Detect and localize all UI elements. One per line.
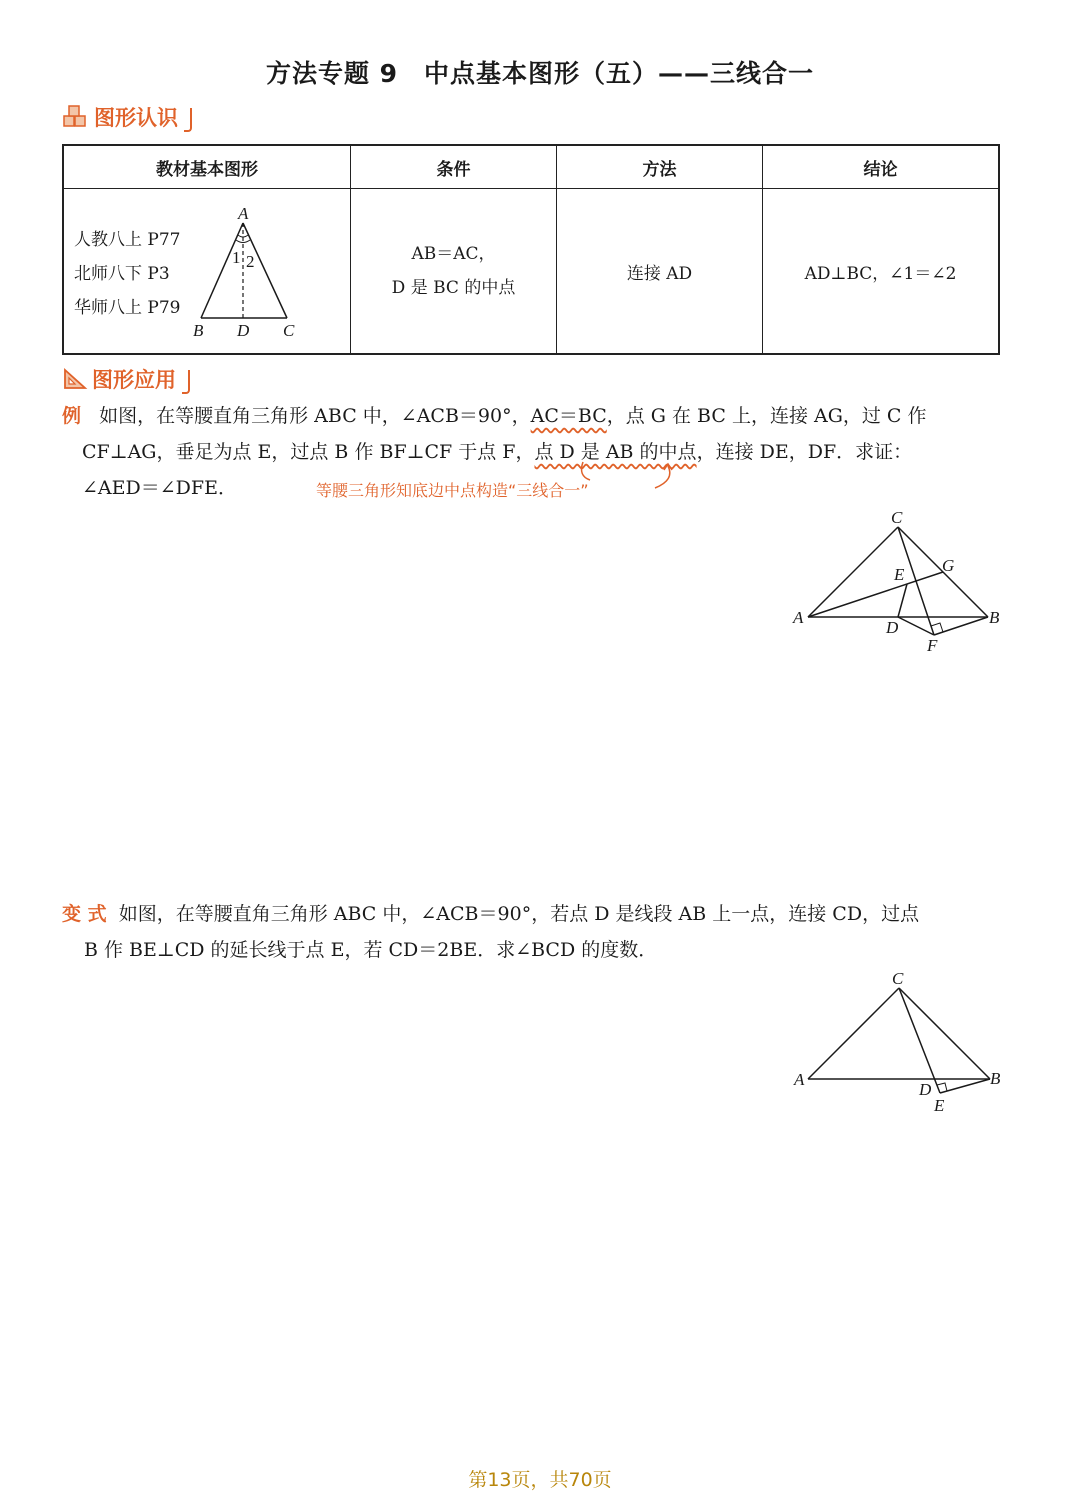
page-title: 方法专题 9 中点基本图形（五）——三线合一 (265, 59, 815, 88)
section-title: 图形应用 (92, 368, 176, 392)
section-header-figure-application (62, 364, 190, 394)
condition-line: D 是 BC 的中点 (391, 278, 516, 298)
label-c: C (891, 508, 903, 527)
text-segment: ，点 G 在 BC 上，连接 AG，过 C 作 (606, 405, 927, 427)
condition-cell (351, 189, 557, 355)
handwritten-annotation: 等腰三角形知底边中点构造“三线合一” (316, 481, 589, 500)
condition-line: AB＝AC， (411, 244, 496, 264)
isosceles-triangle-figure (189, 203, 329, 343)
section-header-figure-recognition (62, 102, 192, 132)
text-segment: 如图，在等腰直角三角形 ABC 中，∠ACB＝90°，若点 D 是线段 AB 上一点，连接 CD，过点 (118, 903, 920, 925)
source-item: 人教八上 P77 (74, 230, 181, 250)
method-cell: 连接 AD (557, 189, 763, 355)
bracket-decoration (184, 108, 192, 132)
label-g: G (942, 556, 955, 575)
variant-line: B 作 BE⊥CD 的延长线于点 E，若 CD＝2BE．求∠BCD 的度数． (84, 939, 658, 961)
table-header: 结论 (763, 145, 1000, 189)
variant-problem (62, 896, 1007, 968)
text-segment: ，连接 DE，DF．求证： (696, 441, 913, 463)
angle-2-label: 2 (246, 252, 255, 271)
table-header: 教材基本图形 (63, 145, 351, 189)
table-header: 条件 (351, 145, 557, 189)
source-item: 北师八下 P3 (74, 264, 170, 284)
variant-tag: 变 式 (62, 903, 107, 925)
source-item: 华师八上 P79 (74, 298, 181, 318)
label-e: E (934, 1096, 945, 1115)
label-f: F (927, 636, 938, 655)
annotation-arrow (580, 460, 680, 500)
label-c: C (283, 321, 295, 340)
basic-figure-table (62, 144, 1000, 355)
label-b: B (989, 608, 1000, 627)
source-list (74, 223, 180, 325)
highlighted-text: AC＝BC (530, 405, 607, 427)
text-segment: 如图，在等腰直角三角形 ABC 中，∠ACB＝90°， (99, 405, 531, 427)
label-d: D (886, 618, 899, 637)
label-e: E (894, 565, 905, 584)
example-line (62, 434, 1002, 470)
cubes-icon (62, 104, 90, 130)
conclusion-cell: AD⊥BC，∠1＝∠2 (763, 189, 1000, 355)
example-figure (786, 505, 1006, 655)
label-b: B (193, 321, 204, 340)
label-b: B (990, 1069, 1001, 1088)
highlighted-text: 点 D 是 AB 的中点 (534, 441, 697, 463)
angle-1-label: 1 (232, 248, 241, 267)
label-d: D (237, 321, 250, 340)
bracket-decoration (182, 370, 190, 394)
label-a: A (238, 204, 249, 223)
table-row (63, 189, 999, 355)
variant-figure (786, 968, 1006, 1118)
label-d: D (919, 1080, 932, 1099)
label-c: C (892, 969, 904, 988)
table-header: 方法 (557, 145, 763, 189)
label-a: A (793, 608, 804, 627)
page-footer: 第13页，共70页 (468, 1469, 612, 1491)
text-segment: CF⊥AG，垂足为点 E，过点 B 作 BF⊥CF 于点 F， (82, 441, 535, 463)
example-line: ∠AED＝∠DFE． (82, 477, 237, 499)
table-header-row (63, 145, 999, 189)
label-a: A (794, 1070, 805, 1089)
example-line (62, 398, 1002, 434)
figure-cell (63, 189, 351, 355)
example-tag: 例 (62, 405, 82, 427)
section-title: 图形认识 (94, 106, 178, 130)
triangle-ruler-icon (62, 367, 88, 391)
variant-line (62, 896, 1007, 932)
